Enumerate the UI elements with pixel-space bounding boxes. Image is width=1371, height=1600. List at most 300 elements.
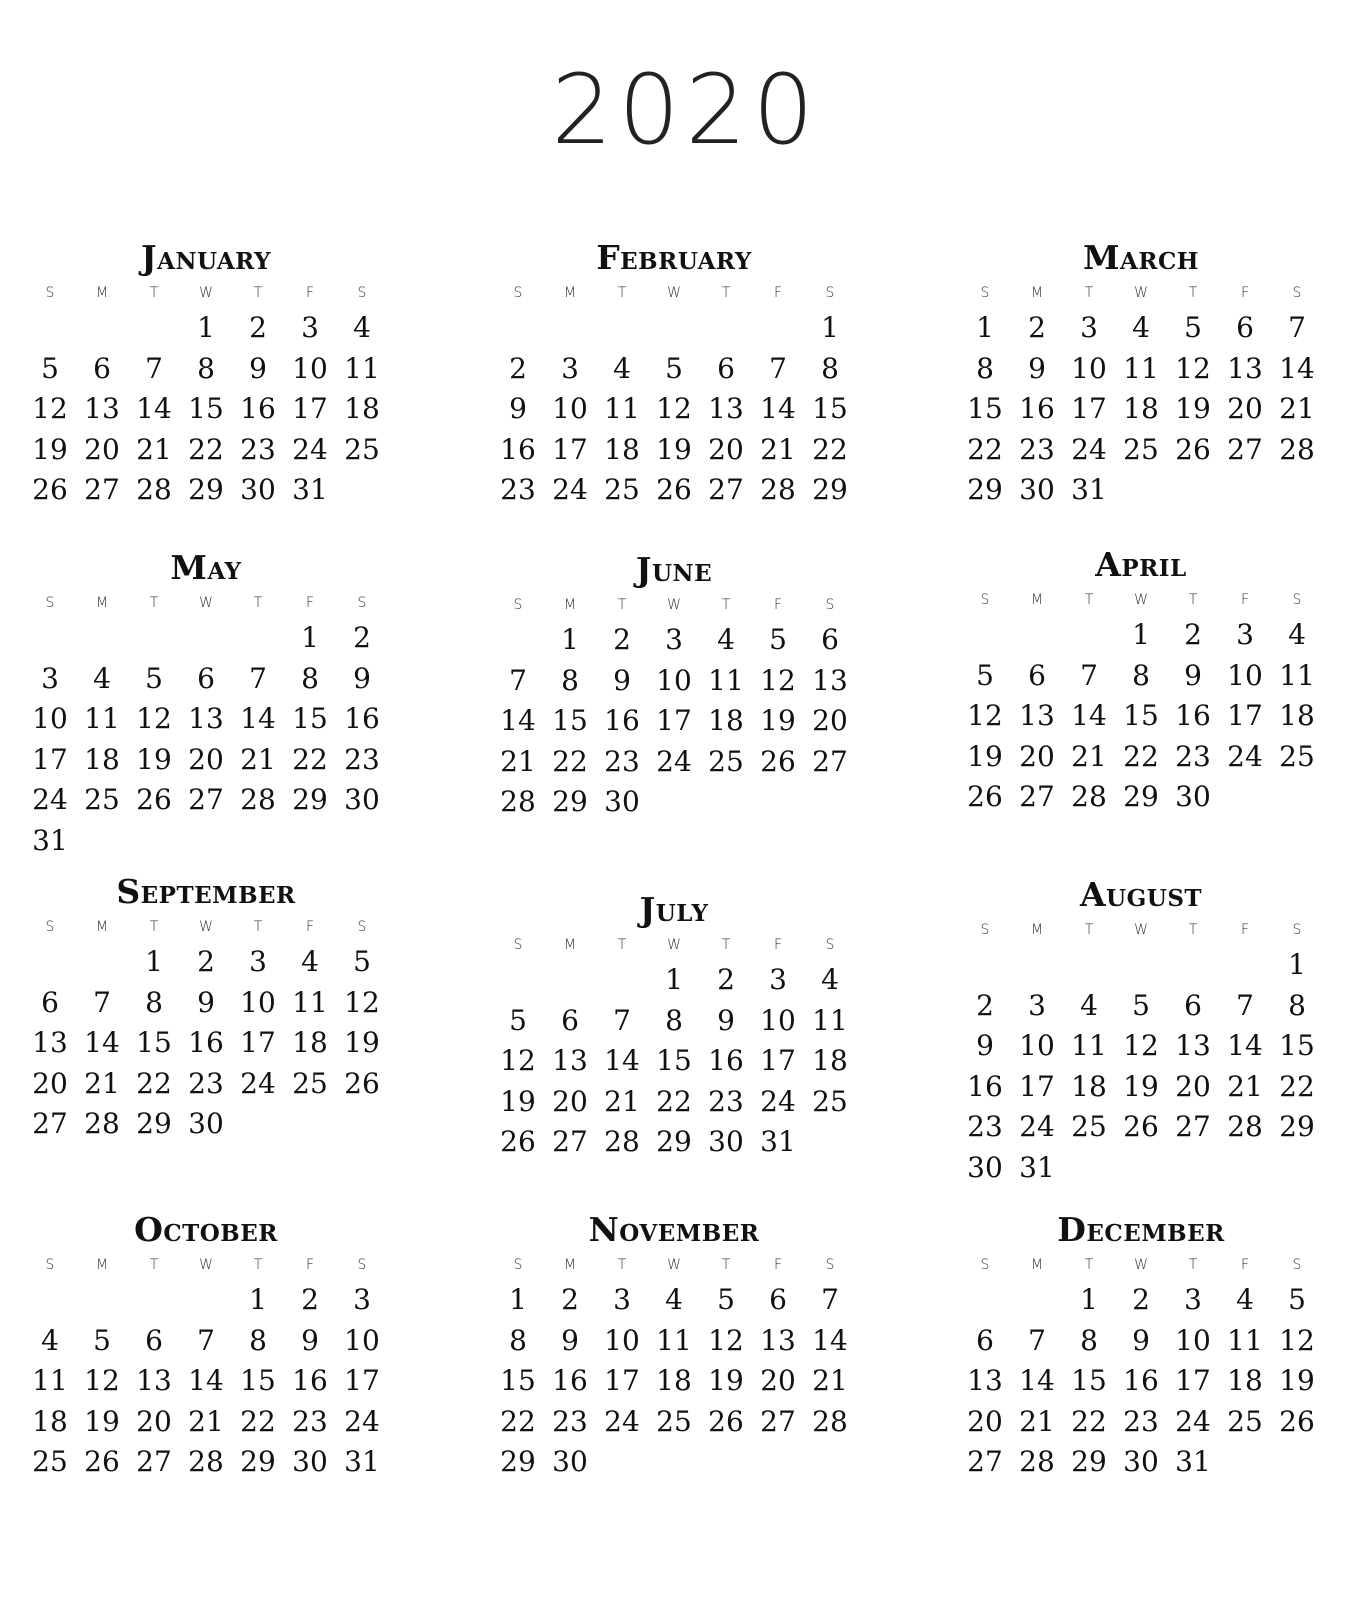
empty-cell [492, 620, 544, 661]
day-cell: 29 [188, 473, 224, 506]
day-grid [492, 1250, 856, 1483]
day-cell: 8 [301, 661, 319, 695]
weekday-header: W [667, 1257, 681, 1273]
day-cell: 15 [1071, 1364, 1107, 1397]
day-cell: 23 [604, 744, 640, 778]
day-cell: 10 [656, 663, 692, 697]
empty-cell [180, 1280, 232, 1321]
day-cell: 31 [1175, 1445, 1211, 1478]
month-june [490, 550, 858, 823]
empty-cell [76, 308, 128, 349]
day-cell: 7 [1288, 311, 1306, 344]
weekday-header: F [1240, 285, 1250, 301]
weekday-header: T [1084, 592, 1094, 608]
day-cell: 20 [760, 1364, 796, 1397]
day-cell: 5 [769, 623, 787, 656]
day-cell: 4 [1080, 988, 1098, 1022]
day-cell: 13 [812, 663, 848, 697]
weekday-header: T [721, 285, 731, 301]
weekday-header: T [617, 937, 627, 953]
day-cell: 6 [1028, 658, 1046, 692]
day-cell: 11 [604, 392, 640, 425]
day-cell: 22 [188, 432, 224, 466]
day-cell: 3 [41, 661, 59, 695]
day-cell: 27 [1019, 780, 1055, 813]
day-cell: 25 [708, 744, 744, 778]
day-cell: 15 [1279, 1029, 1315, 1062]
day-cell: 8 [1288, 988, 1306, 1022]
day-cell: 22 [292, 742, 328, 776]
weekday-header: F [305, 1257, 315, 1273]
day-cell: 16 [1175, 699, 1211, 732]
day-cell: 3 [561, 351, 579, 385]
day-cell: 30 [344, 783, 380, 816]
day-cell: 2 [353, 621, 371, 654]
month-name: June [635, 550, 713, 589]
day-cell: 12 [760, 663, 796, 697]
day-cell: 10 [552, 392, 588, 425]
day-cell: 17 [1227, 699, 1263, 732]
day-cell: 25 [32, 1445, 68, 1478]
day-cell: 2 [1132, 1283, 1150, 1316]
day-cell: 1 [301, 621, 319, 654]
weekday-header: T [149, 595, 159, 611]
empty-cell [700, 308, 752, 349]
day-cell: 23 [188, 1066, 224, 1100]
day-cell: 22 [967, 432, 1003, 466]
day-cell: 2 [613, 623, 631, 656]
weekday-header: T [721, 1257, 731, 1273]
day-cell: 2 [301, 1283, 319, 1316]
day-cell: 29 [656, 1125, 692, 1158]
empty-cell [596, 308, 648, 349]
weekday-header: M [1030, 1257, 1044, 1273]
weekday-header: S [513, 1257, 523, 1273]
weekday-header: S [825, 1257, 835, 1273]
day-cell: 14 [188, 1364, 224, 1397]
day-cell: 25 [656, 1404, 692, 1438]
day-cell: 27 [812, 744, 848, 778]
day-cell: 10 [1019, 1029, 1055, 1062]
day-cell: 16 [967, 1069, 1003, 1103]
day-cell: 16 [1019, 392, 1055, 425]
day-cell: 14 [1227, 1029, 1263, 1062]
day-cell: 17 [656, 704, 692, 737]
day-grid [959, 1250, 1323, 1483]
day-cell: 17 [760, 1044, 796, 1077]
day-cell: 3 [665, 623, 683, 656]
day-cell: 30 [1175, 780, 1211, 813]
day-cell: 16 [292, 1364, 328, 1397]
day-cell: 13 [1175, 1029, 1211, 1062]
day-cell: 26 [760, 744, 796, 778]
weekday-header: T [1084, 1257, 1094, 1273]
day-cell: 23 [500, 473, 536, 506]
day-cell: 1 [665, 963, 683, 996]
empty-cell [752, 308, 804, 349]
day-cell: 31 [760, 1125, 796, 1158]
month-name: May [170, 548, 242, 587]
weekday-header: F [305, 285, 315, 301]
day-cell: 16 [708, 1044, 744, 1077]
day-cell: 23 [344, 742, 380, 776]
day-cell: 14 [84, 1026, 120, 1059]
weekday-header: M [563, 285, 577, 301]
day-cell: 23 [967, 1110, 1003, 1143]
day-cell: 18 [1279, 699, 1315, 732]
day-cell: 23 [708, 1084, 744, 1118]
day-cell: 5 [41, 351, 59, 385]
day-grid [492, 930, 856, 1163]
empty-cell [232, 618, 284, 659]
day-cell: 21 [240, 742, 276, 776]
day-cell: 2 [717, 963, 735, 996]
day-cell: 30 [1123, 1445, 1159, 1478]
weekday-header: F [773, 1257, 783, 1273]
day-cell: 1 [976, 311, 994, 344]
weekday-header: S [980, 922, 990, 938]
day-cell: 17 [32, 742, 68, 776]
weekday-header: T [253, 1257, 263, 1273]
day-cell: 14 [136, 392, 172, 425]
day-cell: 22 [812, 432, 848, 466]
empty-cell [959, 1280, 1011, 1321]
day-cell: 27 [760, 1404, 796, 1438]
weekday-header: F [1240, 592, 1250, 608]
day-cell: 14 [812, 1323, 848, 1357]
weekday-header: T [721, 597, 731, 613]
day-cell: 10 [344, 1323, 380, 1357]
day-cell: 6 [93, 351, 111, 385]
day-cell: 25 [1123, 432, 1159, 466]
day-cell: 28 [1279, 432, 1315, 466]
weekday-header: T [253, 919, 263, 935]
day-cell: 19 [1123, 1069, 1159, 1103]
day-cell: 23 [292, 1404, 328, 1438]
month-december [957, 1210, 1325, 1483]
weekday-header: W [199, 1257, 213, 1273]
weekday-header: M [95, 919, 109, 935]
empty-cell [1011, 615, 1063, 656]
day-cell: 5 [1184, 311, 1202, 344]
weekday-header: W [199, 595, 213, 611]
day-cell: 13 [32, 1026, 68, 1059]
day-cell: 6 [976, 1323, 994, 1357]
day-cell: 18 [344, 392, 380, 425]
month-name: August [1079, 875, 1203, 914]
day-cell: 20 [32, 1066, 68, 1100]
empty-cell [492, 960, 544, 1001]
day-cell: 18 [32, 1404, 68, 1438]
empty-cell [544, 960, 596, 1001]
day-cell: 28 [240, 783, 276, 816]
weekday-header: W [1134, 592, 1148, 608]
empty-cell [1011, 1280, 1063, 1321]
day-cell: 27 [188, 783, 224, 816]
day-cell: 10 [32, 702, 68, 735]
day-cell: 5 [1288, 1283, 1306, 1316]
day-cell: 15 [500, 1364, 536, 1397]
empty-cell [1167, 945, 1219, 986]
day-cell: 18 [292, 1026, 328, 1059]
day-cell: 8 [509, 1323, 527, 1357]
day-cell: 28 [1227, 1110, 1263, 1143]
day-cell: 25 [84, 783, 120, 816]
day-cell: 20 [812, 704, 848, 737]
day-cell: 3 [1236, 618, 1254, 651]
day-cell: 23 [1123, 1404, 1159, 1438]
day-cell: 7 [769, 351, 787, 385]
empty-cell [596, 960, 648, 1001]
day-cell: 27 [136, 1445, 172, 1478]
day-cell: 2 [976, 988, 994, 1022]
day-cell: 4 [821, 963, 839, 996]
day-cell: 10 [760, 1003, 796, 1037]
day-cell: 10 [1227, 658, 1263, 692]
month-march [957, 238, 1325, 511]
weekday-header: S [357, 1257, 367, 1273]
day-cell: 29 [240, 1445, 276, 1478]
day-cell: 9 [301, 1323, 319, 1357]
day-cell: 25 [1227, 1404, 1263, 1438]
day-cell: 9 [353, 661, 371, 695]
day-cell: 27 [84, 473, 120, 506]
day-cell: 9 [1132, 1323, 1150, 1357]
weekday-header: S [980, 1257, 990, 1273]
day-cell: 12 [500, 1044, 536, 1077]
day-cell: 6 [769, 1283, 787, 1316]
day-cell: 9 [976, 1029, 994, 1062]
weekday-header: F [1240, 922, 1250, 938]
day-cell: 12 [708, 1323, 744, 1357]
day-cell: 17 [552, 432, 588, 466]
weekday-header: M [563, 597, 577, 613]
day-cell: 28 [136, 473, 172, 506]
day-cell: 3 [1184, 1283, 1202, 1316]
day-cell: 22 [656, 1084, 692, 1118]
day-cell: 26 [1123, 1110, 1159, 1143]
day-cell: 16 [188, 1026, 224, 1059]
month-name: September [116, 872, 296, 911]
day-cell: 11 [292, 985, 328, 1019]
month-august [957, 875, 1325, 1188]
day-cell: 11 [1279, 658, 1315, 692]
day-cell: 7 [509, 663, 527, 697]
weekday-header: W [1134, 1257, 1148, 1273]
day-cell: 11 [32, 1364, 68, 1397]
day-cell: 4 [1288, 618, 1306, 651]
day-cell: 27 [32, 1107, 68, 1140]
weekday-header: T [1188, 922, 1198, 938]
day-cell: 15 [812, 392, 848, 425]
weekday-header: S [1292, 592, 1302, 608]
day-cell: 7 [821, 1283, 839, 1316]
empty-cell [544, 308, 596, 349]
day-cell: 12 [1279, 1323, 1315, 1357]
day-cell: 12 [1175, 351, 1211, 385]
day-cell: 26 [708, 1404, 744, 1438]
day-cell: 3 [1028, 988, 1046, 1022]
day-cell: 12 [84, 1364, 120, 1397]
day-cell: 1 [145, 945, 163, 978]
day-cell: 26 [344, 1066, 380, 1100]
weekday-header: T [1084, 922, 1094, 938]
weekday-header: S [980, 592, 990, 608]
day-grid [24, 588, 388, 861]
day-cell: 6 [821, 623, 839, 656]
weekday-header: S [1292, 285, 1302, 301]
day-cell: 14 [604, 1044, 640, 1077]
day-cell: 9 [249, 351, 267, 385]
day-cell: 24 [1019, 1110, 1055, 1143]
empty-cell [128, 308, 180, 349]
day-cell: 14 [240, 702, 276, 735]
day-cell: 6 [1184, 988, 1202, 1022]
day-cell: 7 [1236, 988, 1254, 1022]
day-cell: 1 [509, 1283, 527, 1316]
weekday-header: F [305, 595, 315, 611]
day-cell: 10 [240, 985, 276, 1019]
day-cell: 28 [188, 1445, 224, 1478]
day-cell: 7 [145, 351, 163, 385]
weekday-header: T [1188, 592, 1198, 608]
day-cell: 17 [240, 1026, 276, 1059]
day-cell: 18 [84, 742, 120, 776]
day-grid [959, 915, 1323, 1188]
day-cell: 9 [1184, 658, 1202, 692]
day-cell: 19 [656, 432, 692, 466]
day-cell: 24 [604, 1404, 640, 1438]
day-cell: 21 [1279, 392, 1315, 425]
day-cell: 15 [240, 1364, 276, 1397]
weekday-header: W [667, 597, 681, 613]
day-cell: 29 [1279, 1110, 1315, 1143]
day-cell: 4 [665, 1283, 683, 1316]
day-cell: 19 [760, 704, 796, 737]
empty-cell [1219, 945, 1271, 986]
day-cell: 27 [552, 1125, 588, 1158]
weekday-header: F [773, 597, 783, 613]
weekday-header: M [563, 1257, 577, 1273]
day-cell: 10 [1175, 1323, 1211, 1357]
day-cell: 18 [812, 1044, 848, 1077]
day-cell: 8 [197, 351, 215, 385]
day-cell: 16 [604, 704, 640, 737]
day-cell: 8 [145, 985, 163, 1019]
weekday-header: S [513, 597, 523, 613]
day-cell: 15 [136, 1026, 172, 1059]
day-cell: 28 [760, 473, 796, 506]
day-cell: 9 [509, 392, 527, 425]
day-cell: 24 [240, 1066, 276, 1100]
day-cell: 3 [769, 963, 787, 996]
empty-cell [76, 618, 128, 659]
day-cell: 20 [708, 432, 744, 466]
month-name: July [639, 890, 709, 929]
day-cell: 6 [197, 661, 215, 695]
day-cell: 21 [1019, 1404, 1055, 1438]
day-cell: 4 [1236, 1283, 1254, 1316]
day-cell: 29 [967, 473, 1003, 506]
day-cell: 8 [249, 1323, 267, 1357]
day-cell: 26 [136, 783, 172, 816]
day-cell: 15 [552, 704, 588, 737]
day-grid [24, 1250, 388, 1483]
day-grid [959, 585, 1323, 818]
day-cell: 15 [292, 702, 328, 735]
day-cell: 19 [967, 739, 1003, 773]
day-cell: 26 [84, 1445, 120, 1478]
empty-cell [180, 618, 232, 659]
day-cell: 20 [84, 432, 120, 466]
month-may [22, 548, 390, 861]
day-cell: 22 [500, 1404, 536, 1438]
month-november [490, 1210, 858, 1483]
day-cell: 28 [604, 1125, 640, 1158]
empty-cell [24, 942, 76, 983]
day-cell: 24 [1071, 432, 1107, 466]
day-cell: 21 [760, 432, 796, 466]
day-cell: 26 [967, 780, 1003, 813]
day-cell: 11 [84, 702, 120, 735]
day-cell: 10 [604, 1323, 640, 1357]
day-cell: 11 [1227, 1323, 1263, 1357]
empty-cell [24, 308, 76, 349]
day-cell: 1 [1288, 948, 1306, 981]
weekday-header: S [45, 919, 55, 935]
day-cell: 13 [188, 702, 224, 735]
day-grid [492, 590, 856, 823]
day-cell: 12 [1123, 1029, 1159, 1062]
day-cell: 12 [967, 699, 1003, 732]
weekday-header: T [617, 597, 627, 613]
day-cell: 19 [1279, 1364, 1315, 1397]
day-cell: 9 [561, 1323, 579, 1357]
day-cell: 28 [1019, 1445, 1055, 1478]
weekday-header: T [1188, 285, 1198, 301]
day-cell: 16 [1123, 1364, 1159, 1397]
empty-cell [1063, 615, 1115, 656]
day-cell: 2 [1184, 618, 1202, 651]
empty-cell [1115, 945, 1167, 986]
day-cell: 12 [136, 702, 172, 735]
day-cell: 6 [145, 1323, 163, 1357]
weekday-header: T [1084, 285, 1094, 301]
day-cell: 15 [188, 392, 224, 425]
day-cell: 5 [717, 1283, 735, 1316]
day-cell: 6 [41, 985, 59, 1019]
day-cell: 4 [301, 945, 319, 978]
day-cell: 24 [1175, 1404, 1211, 1438]
weekday-header: T [149, 1257, 159, 1273]
weekday-header: F [773, 937, 783, 953]
day-cell: 22 [136, 1066, 172, 1100]
weekday-header: S [357, 919, 367, 935]
empty-cell [128, 618, 180, 659]
day-cell: 31 [1019, 1150, 1055, 1184]
day-cell: 27 [1175, 1110, 1211, 1143]
day-cell: 12 [344, 985, 380, 1019]
day-cell: 17 [344, 1364, 380, 1397]
day-cell: 25 [604, 473, 640, 506]
day-cell: 1 [197, 311, 215, 344]
month-july [490, 890, 858, 1163]
day-cell: 22 [1279, 1069, 1315, 1103]
day-cell: 22 [240, 1404, 276, 1438]
day-cell: 2 [197, 945, 215, 978]
day-cell: 22 [1071, 1404, 1107, 1438]
day-cell: 19 [1175, 392, 1211, 425]
